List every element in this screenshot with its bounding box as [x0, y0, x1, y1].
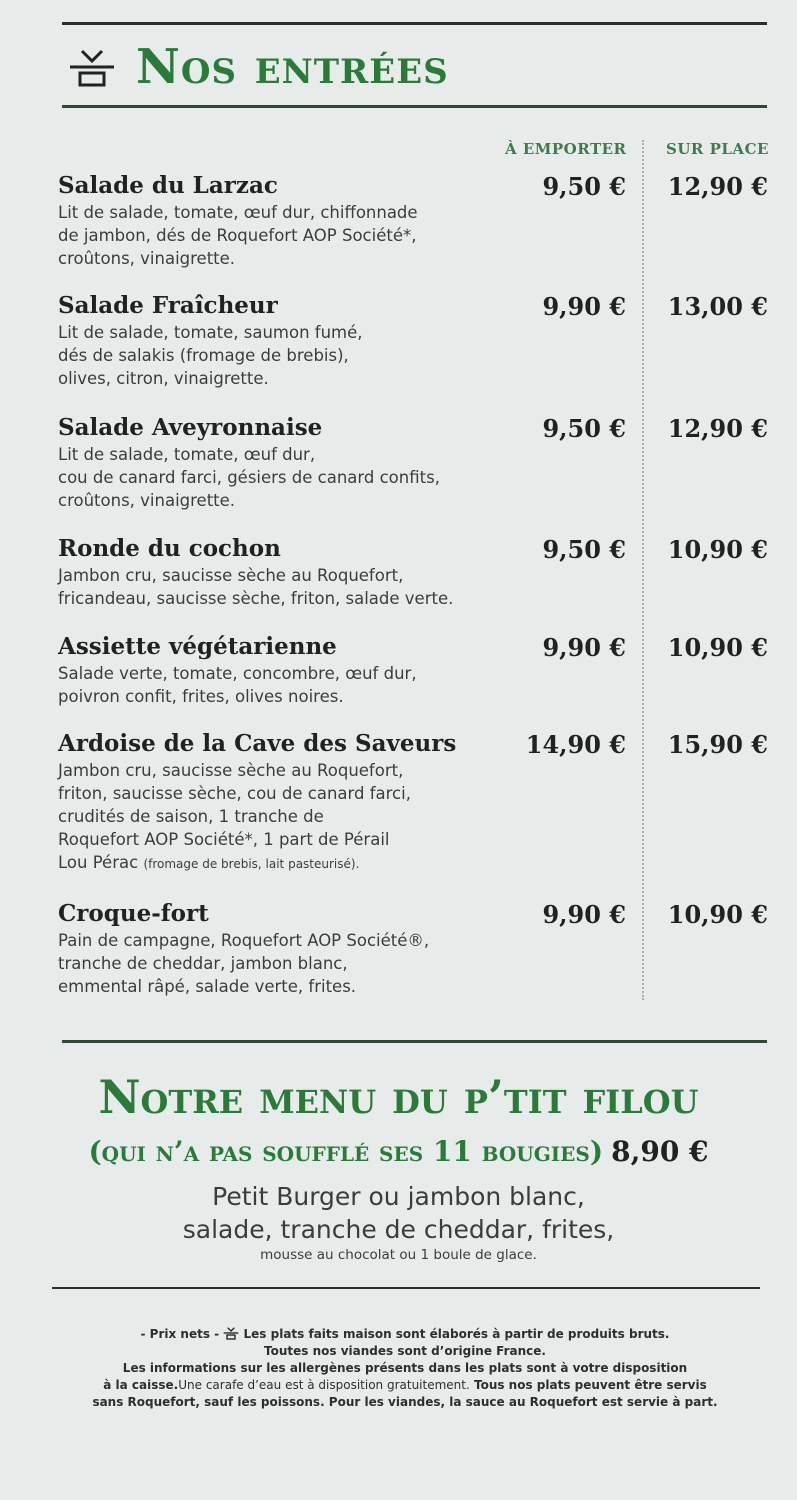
menu-item-assiette-vegetarienne [58, 633, 778, 708]
menu-item-ronde-cochon [58, 535, 778, 610]
desc-line: cou de canard farci, gésiers de canard confits, [58, 468, 440, 487]
item-name: Assiette végétarienne [58, 633, 337, 660]
desc-line: Pain de campagne, Roquefort AOP Société®, [58, 931, 430, 950]
item-description [58, 321, 778, 390]
footer-line: Les informations sur les allergènes présents dans les plats sont à votre disposition [122, 1361, 688, 1375]
footer-line: Toutes nos viandes sont d’origine France. [264, 1344, 546, 1358]
price-sur-place: 12,90 € [667, 172, 768, 201]
item-description [58, 929, 778, 998]
kids-menu-title: Notre menu du p’tit filou [98, 1070, 699, 1124]
price-emporter: 9,90 € [542, 900, 626, 929]
desc-line: friton, saucisse sèche, cou de canard farci, [58, 784, 411, 803]
menu-item-salade-larzac [58, 172, 778, 270]
desc-line: emmental râpé, salade verte, frites. [58, 977, 357, 996]
item-name: Salade Aveyronnaise [58, 414, 323, 441]
desc-line: de jambon, dés de Roquefort AOP Société*, [58, 226, 417, 245]
footer-text: Une carafe d’eau est à disposition gratuitement. [178, 1378, 470, 1392]
desc-note: (fromage de brebis, lait pasteurisé). [143, 857, 360, 871]
kids-menu-description [0, 1180, 797, 1246]
price-sur-place: 13,00 € [667, 292, 768, 321]
desc-line: crudités de saison, 1 tranche de [58, 807, 324, 826]
item-description [58, 759, 778, 876]
item-name: Salade du Larzac [58, 172, 278, 199]
footer-text: Les plats faits maison sont élaborés à partir de produits bruts. [243, 1327, 670, 1341]
kids-menu-line: salade, tranche de cheddar, frites, [182, 1215, 615, 1244]
price-emporter: 9,90 € [542, 633, 626, 662]
desc-line: poivron confit, frites, olives noires. [58, 687, 344, 706]
price-emporter: 9,50 € [542, 414, 626, 443]
item-description [58, 564, 778, 610]
desc-line: croûtons, vinaigrette. [58, 491, 236, 510]
column-header-place: SUR PLACE [666, 140, 769, 158]
kids-menu-line: Petit Burger ou jambon blanc, [212, 1182, 585, 1211]
house-icon [68, 47, 116, 87]
kids-menu-price: 8,90 € [611, 1135, 709, 1168]
item-name: Ardoise de la Cave des Saveurs [58, 730, 457, 757]
footer-text: à la caisse. [103, 1378, 179, 1392]
desc-line: Salade verte, tomate, concombre, œuf dur, [58, 664, 417, 683]
price-emporter: 9,50 € [542, 535, 626, 564]
item-description [58, 201, 778, 270]
footer-line [60, 1326, 750, 1343]
desc-line: dés de salakis (fromage de brebis), [58, 346, 349, 365]
top-rule [62, 22, 767, 25]
footer-line: sans Roquefort, sauf les poissons. Pour les viandes, la sauce au Roquefort est servie à part. [92, 1395, 718, 1409]
desc-line: olives, citron, vinaigrette. [58, 369, 269, 388]
section-title: Nos entrées [136, 39, 449, 95]
desc-line: fricandeau, saucisse sèche, friton, salade verte. [58, 589, 454, 608]
section-header [68, 32, 449, 102]
desc-line [58, 851, 778, 876]
header-rule [62, 105, 767, 108]
menu-item-salade-fraicheur [58, 292, 778, 390]
footer-prefix: - Prix nets - [140, 1327, 220, 1341]
price-sur-place: 10,90 € [667, 900, 768, 929]
menu-separator-rule [62, 1040, 767, 1043]
item-name: Croque-fort [58, 900, 209, 927]
price-emporter: 14,90 € [525, 730, 626, 759]
desc-line: tranche de cheddar, jambon blanc, [58, 954, 348, 973]
desc-line: Jambon cru, saucisse sèche au Roquefort, [58, 566, 404, 585]
price-sur-place: 15,90 € [667, 730, 768, 759]
desc-line: croûtons, vinaigrette. [58, 249, 236, 268]
footer-text: Tous nos plats peuvent être servis [473, 1378, 707, 1392]
desc-line: Lit de salade, tomate, œuf dur, [58, 445, 316, 464]
desc-line: Lit de salade, tomate, saumon fumé, [58, 323, 363, 342]
price-emporter: 9,50 € [542, 172, 626, 201]
kids-menu-dessert: mousse au chocolat ou 1 boule de glace. [260, 1247, 537, 1263]
price-sur-place: 10,90 € [667, 535, 768, 564]
desc-line: Lit de salade, tomate, œuf dur, chiffonnade [58, 203, 418, 222]
price-sur-place: 10,90 € [667, 633, 768, 662]
menu-item-ardoise [58, 730, 778, 876]
desc-text: Lou Pérac [58, 853, 139, 872]
footer-notes [60, 1326, 750, 1411]
footer-rule [52, 1287, 760, 1289]
item-name: Salade Fraîcheur [58, 292, 278, 319]
menu-item-croque-fort [58, 900, 778, 998]
kids-menu-subtitle [0, 1135, 797, 1168]
footer-line [60, 1377, 750, 1394]
desc-line: Jambon cru, saucisse sèche au Roquefort, [58, 761, 404, 780]
price-emporter: 9,90 € [542, 292, 626, 321]
column-header-emporter: À EMPORTER [505, 140, 627, 158]
item-name: Ronde du cochon [58, 535, 281, 562]
kids-menu-condition: (qui n’a pas soufflé ses 11 bougies) [88, 1135, 604, 1168]
house-icon [223, 1326, 239, 1340]
item-description [58, 662, 778, 708]
item-description [58, 443, 778, 512]
desc-line: Roquefort AOP Société*, 1 part de Pérail [58, 830, 390, 849]
menu-item-salade-aveyronnaise [58, 414, 778, 512]
price-sur-place: 12,90 € [667, 414, 768, 443]
